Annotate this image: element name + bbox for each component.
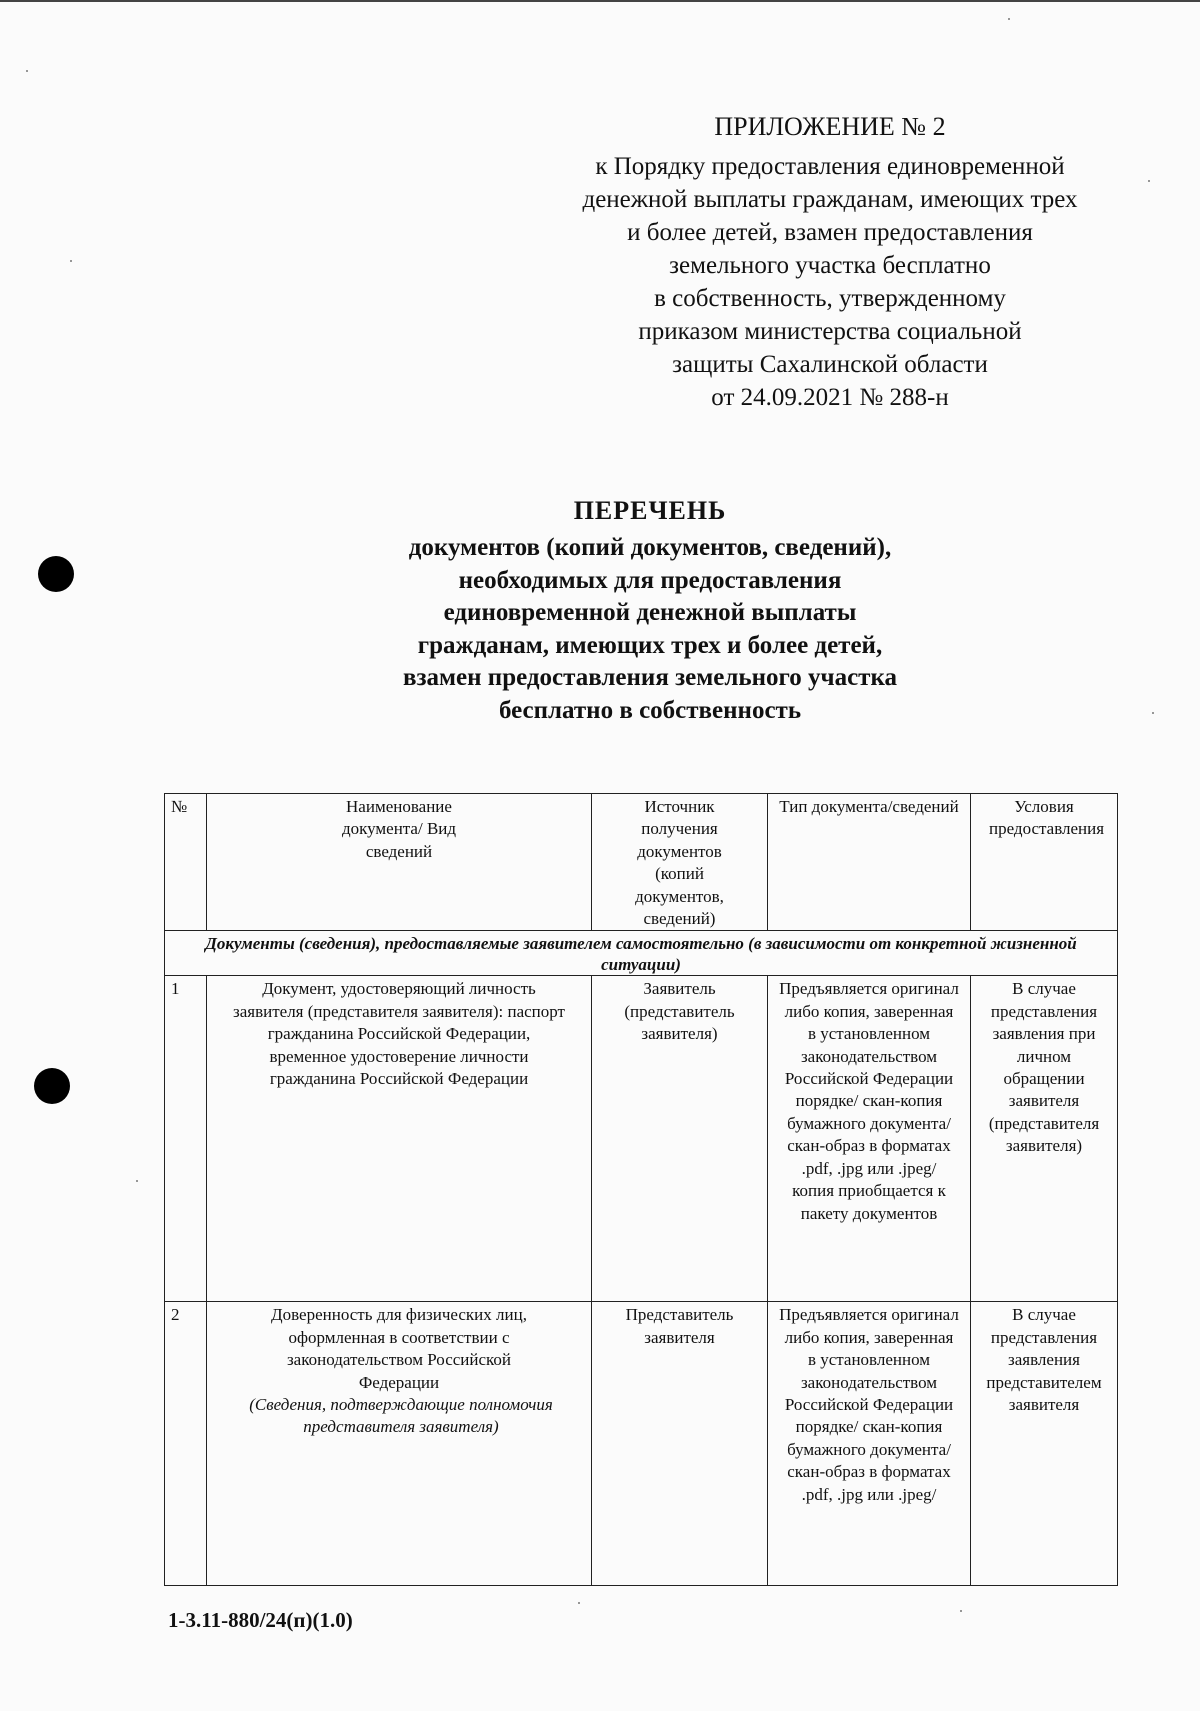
row-number: 2: [165, 1302, 207, 1586]
header-number: №: [165, 794, 207, 931]
row-name: [207, 1302, 592, 1586]
header-source-text: Источник получения документов (копий документов, сведений): [635, 797, 724, 929]
document-heading: [300, 490, 1000, 728]
row-source: [592, 1302, 768, 1586]
header-name: [207, 794, 592, 931]
row-source: [592, 976, 768, 1302]
heading-line: бесплатно в собственность: [498, 696, 802, 724]
table-row: [165, 1302, 1118, 1586]
appendix-line: в собственность, утвержденному: [654, 285, 1006, 312]
section-row: [165, 931, 1118, 976]
documents-table: [164, 793, 1118, 1586]
row-name-note: (Сведения, подтверждающие полномочия представителя заявителя): [249, 1395, 553, 1437]
header-name-text: Наименование документа/ Вид сведений: [341, 797, 457, 861]
row-name-text: Доверенность для физических лиц, оформленная в соответствии с законодательством Российской Федерации: [271, 1305, 527, 1392]
heading-line: взамен предоставления земельного участка: [402, 664, 897, 692]
heading-line: документов (копий документов, сведений),: [408, 534, 892, 561]
row-type: [768, 976, 971, 1302]
scan-speck: [960, 1610, 962, 1612]
scan-speck: [1008, 18, 1010, 20]
row-name-text: Документ, удостоверяющий личность заявителя (представителя заявителя): паспорт гражданина Российской Федерации, временное удостоверение личности гражданина Российской Федерации: [233, 979, 565, 1089]
header-source: [592, 794, 768, 931]
table-row: [165, 976, 1118, 1302]
appendix-block: [560, 110, 1100, 414]
appendix-title: ПРИЛОЖЕНИЕ № 2: [714, 112, 946, 141]
scan-speck: [578, 1602, 580, 1604]
scan-speck: [26, 70, 28, 72]
appendix-line: денежной выплаты гражданам, имеющих трех: [582, 186, 1078, 213]
document-code: 1-3.11-880/24(п)(1.0): [168, 1608, 353, 1632]
appendix-line: к Порядку предоставления единовременной: [595, 153, 1065, 180]
header-conditions: [971, 794, 1118, 931]
row-conditions: [971, 976, 1118, 1302]
header-conditions-text: Условия предоставления: [989, 797, 1105, 839]
heading-line: гражданам, имеющих трех и более детей,: [417, 631, 883, 659]
scan-speck: [1152, 712, 1154, 714]
scan-speck: [1148, 180, 1150, 182]
punch-hole-mark: [38, 556, 74, 592]
appendix-line: и более детей, взамен предоставления: [627, 219, 1033, 246]
row-conditions-text: В случае представления заявления представителем заявителя: [986, 1305, 1102, 1415]
punch-hole-mark: [34, 1068, 70, 1104]
header-type: Тип документа/сведений: [768, 794, 971, 931]
appendix-line: земельного участка бесплатно: [669, 252, 991, 279]
row-conditions: [971, 1302, 1118, 1586]
row-type: [768, 1302, 971, 1586]
row-number: 1: [165, 976, 207, 1302]
table-header-row: [165, 794, 1118, 931]
row-source-text: Представитель заявителя: [625, 1305, 734, 1347]
row-conditions-text: В случае представления заявления при личном обращении заявителя (представителя заявителя): [988, 979, 1100, 1156]
row-name: [207, 976, 592, 1302]
heading-line: единовременной денежной выплаты: [443, 599, 857, 627]
section-title: Документы (сведения), предоставляемые заявителем самостоятельно (в зависимости от конкретной жизненной ситуации): [165, 931, 1118, 976]
row-source-text: Заявитель (представитель заявителя): [624, 979, 735, 1044]
row-type-text: Предъявляется оригинал либо копия, заверенная в установленном законодательством Российской Федерации порядке/ скан-копия бумажного документа/скан-образ в форматах .pdf, .jpg или .jpeg/ копия приобщается к пакету документов: [779, 979, 959, 1223]
appendix-line: защиты Сахалинской области: [672, 351, 988, 378]
appendix-line: приказом министерства социальной: [638, 318, 1022, 345]
row-type-text: Предъявляется оригинал либо копия, заверенная в установленном законодательством Российской Федерации порядке/ скан-копия бумажного документа/скан-образ в форматах .pdf, .jpg или .jpeg/: [779, 1305, 959, 1504]
heading-line: необходимых для предоставления: [458, 566, 842, 594]
appendix-line: от 24.09.2021 № 288-н: [711, 384, 949, 411]
scan-speck: [136, 1180, 138, 1182]
heading-title: ПЕРЕЧЕНЬ: [573, 496, 727, 525]
scan-speck: [70, 260, 72, 262]
scan-top-border: [0, 0, 1200, 2]
